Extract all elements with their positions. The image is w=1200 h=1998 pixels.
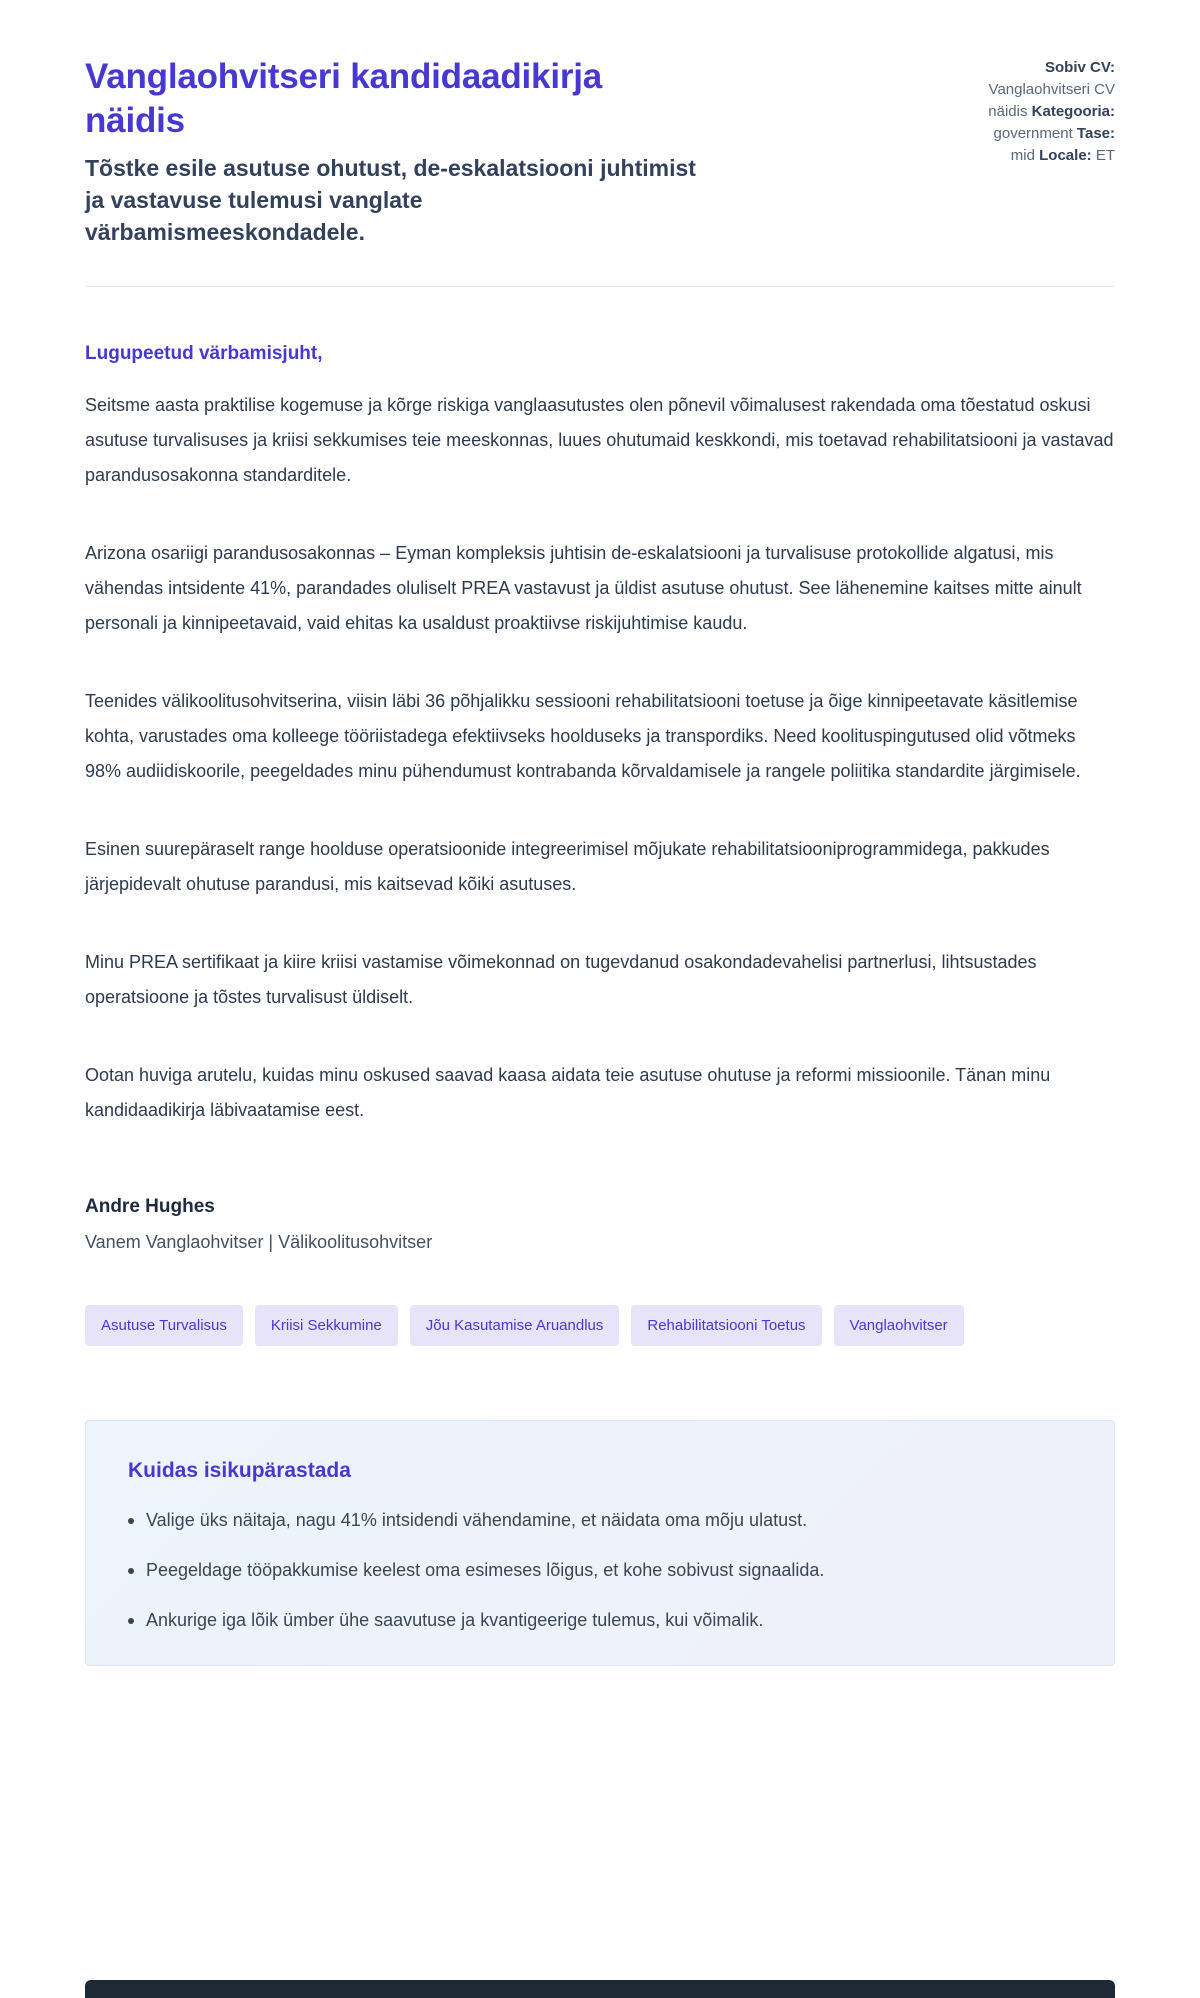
header-divider <box>85 286 1115 287</box>
letter-paragraph: Teenides välikoolitusohvitserina, viisin läbi 36 põhjalikku sessiooni rehabilitatsiooni toetuse ja õige kinnipeetavate käsitlemise kohta, varustades oma kolleege tööriistadega efektiivseks hoolduseks ja transpordiks. Need koolituspingutused olid võtmeks 98% audiidiskoorile, peegeldades minu pühendumust kontrabanda kõrvaldamisele ja rangele poliitika standardite järgimisele. <box>85 691 1081 782</box>
meta-label: Tase: <box>1076 125 1115 143</box>
page-header <box>85 55 1115 248</box>
callout-title: Kuidas isikupärastada <box>128 1459 351 1483</box>
tag-chip[interactable]: Asutuse Turvalisus <box>85 1305 243 1346</box>
callout-tip: Ankurige iga lõik ümber ühe saavutuse ja kvantigeerige tulemus, kui võimalik. <box>114 1607 1086 1635</box>
letter-paragraph: Seitsme aasta praktilise kogemuse ja kõrge riskiga vanglaasutustes olen põnevil võimalusest rakendada oma tõestatud oskusi asutuse turvalisuses ja kriisi sekkumises teie meeskonnas, luues ohutumaid keskkondi, mis toetavad rehabilitatsiooni ja vastavad parandusosakonna standarditele. <box>85 395 1114 486</box>
tag-chip[interactable]: Rehabilitatsiooni Toetus <box>631 1305 821 1346</box>
callout-tip: Peegeldage tööpakkumise keelest oma esimeses lõigus, et kohe sobivust signaalida. <box>114 1557 1086 1585</box>
meta-value: government <box>993 125 1073 143</box>
callout-tip: Valige üks näitaja, nagu 41% intsidendi vähendamine, et näidata oma mõju ulatust. <box>114 1507 1086 1535</box>
footer-bar <box>85 1980 1115 1998</box>
meta-label: Kategooria: <box>1031 103 1115 121</box>
letter-paragraph: Arizona osariigi parandusosakonnas – Eyman kompleksis juhtisin de-eskalatsiooni ja turvalisuse protokollide algatusi, mis vähendas intsidente 41%, parandades oluliselt PREA vastavust ja üldist asutuse ohutust. See lähenemine kaitses mitte ainult personali ja kinnipeetavaid, vaid ehitas ka usaldust proaktiivse riskijuhtimise kaudu. <box>85 543 1082 634</box>
letter-paragraph: Ootan huviga arutelu, kuidas minu oskused saavad kaasa aidata teie asutuse ohutuse ja reformi missioonile. Tänan minu kandidaadikirja läbivaatamise eest. <box>85 1065 1051 1121</box>
tag-list <box>85 1305 1115 1346</box>
meta-panel <box>987 57 1115 167</box>
letter-greeting: Lugupeetud värbamisjuht, <box>85 343 323 365</box>
meta-value: ET <box>1095 147 1115 165</box>
letter-paragraph: Esinen suurepäraselt range hoolduse operatsioonide integreerimisel mõjukate rehabilitatsiooniprogrammidega, pakkudes järjepidevalt ohutuse parandusi, mis kaitsevad kõiki asutuses. <box>85 839 1050 895</box>
letter-paragraph: Minu PREA sertifikaat ja kiire kriisi vastamise võimekonnad on tugevdanud osakondadevahelisi partnerlusi, lihtsustades operatsioone ja tõstes turvalisust üldiselt. <box>85 952 1037 1008</box>
signature-block <box>85 1196 1115 1253</box>
callout-tip-list <box>114 1507 1086 1635</box>
tag-chip[interactable]: Jõu Kasutamise Aruandlus <box>410 1305 620 1346</box>
tag-chip[interactable]: Vanglaohvitser <box>834 1305 964 1346</box>
page-subtitle: Tõstke esile asutuse ohutust, de-eskalatsiooni juhtimist ja vastavuse tulemusi vanglate värbamismeeskondadele. <box>85 154 696 246</box>
letter-body <box>85 343 1115 1253</box>
meta-value: Vanglaohvitseri CV näidis <box>988 81 1115 121</box>
tag-chip[interactable]: Kriisi Sekkumine <box>255 1305 398 1346</box>
meta-label: Locale: <box>1039 147 1092 165</box>
meta-label: Sobiv CV: <box>1044 59 1115 76</box>
meta-value: mid <box>1010 147 1035 165</box>
signature-role: Vanem Vanglaohvitser | Välikoolitusohvitser <box>85 1232 433 1253</box>
personalization-callout <box>85 1420 1115 1666</box>
header-titles <box>85 55 705 248</box>
page-title: Vanglaohvitseri kandidaadikirja näidis <box>85 57 603 141</box>
signature-name: Andre Hughes <box>85 1196 215 1218</box>
